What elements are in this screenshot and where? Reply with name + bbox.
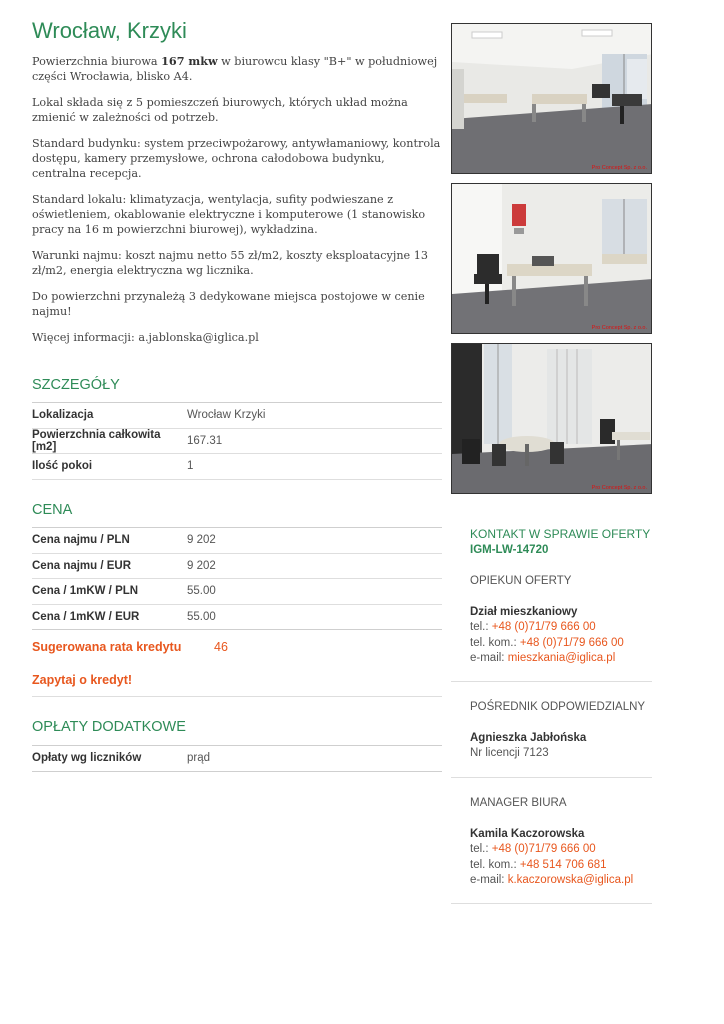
offer-keeper-block [470,574,710,667]
table-row [32,403,442,429]
agent-name: Agnieszka Jabłońska [470,731,587,744]
description-text: w biurowcu klasy "B+" w południowej części Wrocławia, blisko A4. [32,55,438,83]
row-label: Opłaty wg liczników [32,752,142,765]
spacer [470,716,710,731]
manager-heading: MANAGER BIURA [470,797,567,809]
row-value: Wrocław Krzyki [187,409,266,422]
description-paragraph: Do powierzchni przynależą 3 dedykowane miejsca postojowe w cenie najmu! [32,290,425,318]
contact-heading: KONTAKT W SPRAWIE OFERTY [470,527,651,541]
manager-name: Kamila Kaczorowska [470,827,585,840]
agent-block [470,700,710,762]
row-value: 1 [187,460,194,473]
row-label: Cena / 1mKW / PLN [32,585,139,598]
spacer [470,812,710,827]
description-paragraph: Więcej informacji: a.jablonska@iglica.pl [32,331,259,344]
description-paragraph: Standard budynku: system przeciwpożarowy, antywłamaniowy, kontrola dostępu, kamery przemysłowe, ochrona całodobowa budynku, centralna recepcja. [32,137,441,180]
description-paragraph: Standard lokalu: klimatyzacja, wentylacja, sufity podwieszane z oświetleniem, okablowanie elektryczne i komputerowe (1 stanowisko pracy na 16 m powierzchni biurowej), wykładzina. [32,193,426,236]
row-label: Cena / 1mKW / EUR [32,610,140,623]
row-label: Powierzchnia całkowita [m2] [32,428,161,453]
price-heading: CENA [32,502,73,518]
details-table [32,402,442,480]
manager-email-link[interactable]: k.kaczorowska@iglica.pl [507,874,634,886]
table-row [32,429,442,455]
table-row [32,528,442,554]
mobile-label: tel. kom.: [470,636,520,649]
row-label: Ilość pokoi [32,460,93,473]
divider [451,903,652,904]
keeper-phone [470,620,710,636]
divider [451,777,652,778]
email-label: e-mail: [470,652,508,664]
photo-watermark: Pro Concept Sp. z o.o. [591,485,647,491]
area-highlight: 167 mkw [161,54,218,68]
manager-mobile-link[interactable]: +48 514 706 681 [519,858,607,871]
manager-phone-link[interactable]: +48 (0)71/79 666 00 [491,843,596,855]
credit-rate-label: Sugerowana rata kredytu [32,640,182,654]
divider [32,696,442,697]
keeper-mobile-link[interactable]: +48 (0)71/79 666 00 [519,636,624,649]
keeper-mobile [470,636,710,652]
price-table [32,527,442,630]
extra-fees-heading: OPŁATY DODATKOWE [32,719,186,735]
photo-watermark: Pro Concept Sp. z o.o. [591,165,647,171]
table-row [32,605,442,631]
page-title: Wrocław, Krzyki [32,18,187,43]
keeper-email-link[interactable]: mieszkania@iglica.pl [507,652,616,664]
details-heading: SZCZEGÓŁY [32,377,120,393]
description-text: Powierzchnia biurowa [32,55,162,68]
description-paragraph: Lokal składa się z 5 pomieszczeń biurowych, których układ można zmienić w zależności od potrzeb. [32,96,408,124]
offer-id: IGM-LW-14720 [470,543,549,556]
manager-phone [470,842,710,858]
row-value: 167.31 [187,434,223,447]
photo-watermark: Pro Concept Sp. z o.o. [591,325,647,331]
row-label: Cena najmu / EUR [32,559,132,572]
table-row [32,579,442,605]
row-value: prąd [187,752,211,765]
divider [451,681,652,682]
description-paragraph: Warunki najmu: koszt najmu netto 55 zł/m2, koszty eksploatacyjne 13 zł/m2, energia elektryczna wg licznika. [32,249,428,277]
phone-label: tel.: [470,843,492,855]
description [32,54,442,356]
table-row [32,454,442,480]
row-label: Lokalizacja [32,409,94,422]
credit-rate-value: 46 [214,640,228,654]
mobile-label: tel. kom.: [470,858,520,871]
row-value: 55.00 [187,610,216,623]
office-photo-1[interactable] [451,23,652,174]
table-row [32,746,442,772]
keeper-name: Dział mieszkaniowy [470,605,578,618]
description-paragraph [32,54,442,84]
table-row [32,554,442,580]
manager-mobile [470,858,710,874]
row-label: Cena najmu / PLN [32,534,130,547]
agent-heading: POŚREDNIK ODPOWIEDZIALNY [470,701,646,713]
keeper-phone-link[interactable]: +48 (0)71/79 666 00 [491,621,596,633]
extra-fees-table [32,745,442,772]
row-value: 9 202 [187,534,216,547]
ask-credit-link[interactable]: Zapytaj o kredyt! [32,673,133,687]
manager-email [470,873,710,889]
spacer [470,590,710,605]
office-photo-2[interactable] [451,183,652,334]
row-value: 9 202 [187,559,216,572]
row-value: 55.00 [187,585,216,598]
contact-block [470,527,710,558]
email-label: e-mail: [470,874,508,886]
office-photo-3[interactable] [451,343,652,494]
keeper-email [470,651,710,667]
agent-license: Nr licencji 7123 [470,747,549,759]
keeper-heading: OPIEKUN OFERTY [470,575,572,587]
manager-block [470,796,710,889]
phone-label: tel.: [470,621,492,633]
